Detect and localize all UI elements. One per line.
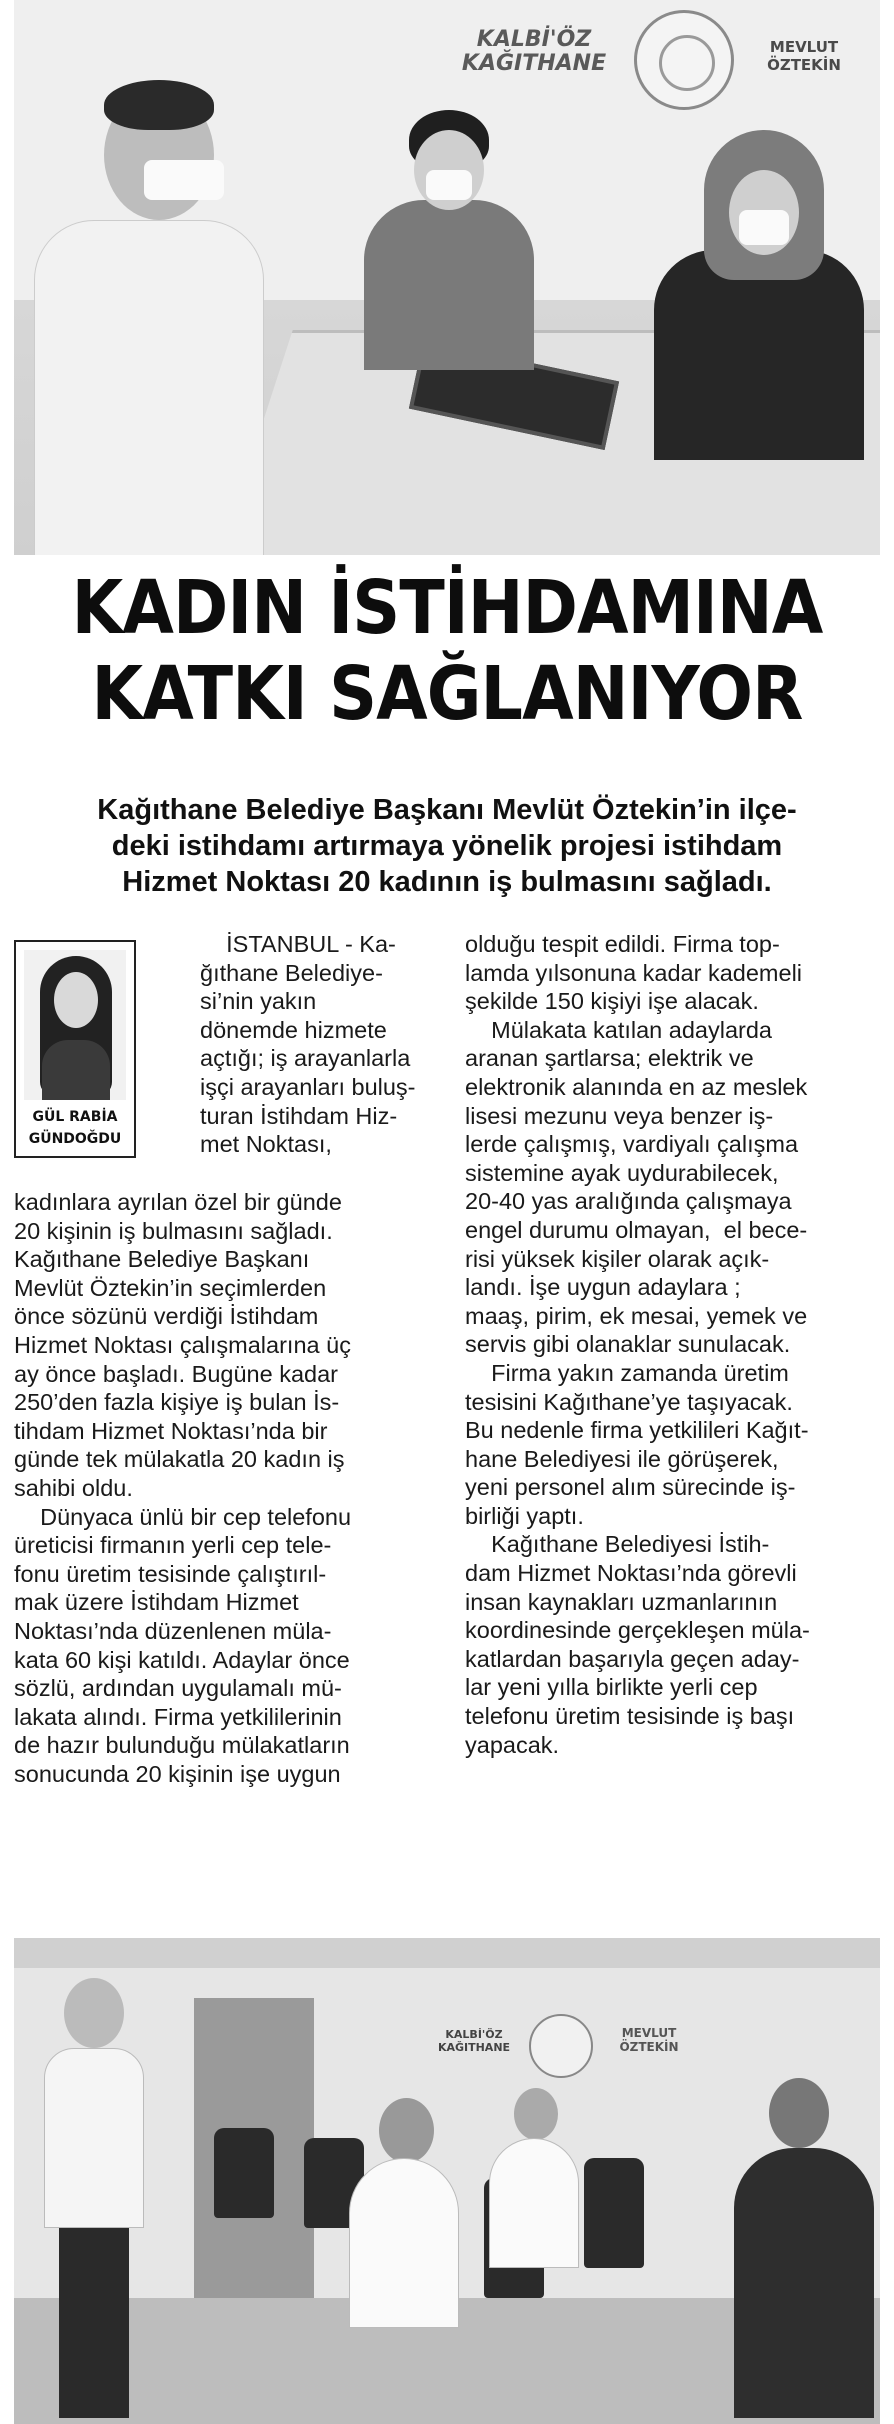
subheadline-line-3: Hizmet Noktası 20 kadının iş bulmasını sağladı. — [122, 866, 772, 898]
photo-person-woman-right — [644, 130, 874, 460]
kalbi-oz-kagithane-logo: KALBİ'ÖZ KAĞITHANE — [461, 27, 607, 76]
kalbi-oz-kagithane-logo: KALBİ'ÖZ KAĞITHANE — [437, 2028, 511, 2054]
photo-person-standing-man — [34, 1978, 154, 2418]
mevlut-oztekin-logo: MEVLUT ÖZTEKİN — [767, 38, 841, 74]
bottom-logo-group — [434, 2008, 694, 2088]
author-box — [14, 940, 136, 1158]
top-photo — [14, 0, 880, 555]
photo-person-seated — [484, 2088, 584, 2268]
photo-ceiling — [14, 1938, 880, 1968]
article-column-2: olduğu tespit edildi. Firma top- lamda yılsonuna kadar kademeli şekilde 150 kişiyi işe alacak. Mülakata katılan adaylarda aranan şartlarsa; elektrik ve elektronik alanında en az meslek lisesi mezunu veya benzer iş- lerde çalışmış, vardiyalı çalışma sistemine ayak uydurabilecek, 20-40 yas aralığında çalışmaya engel durumu olmayan, el bece- risi yüksek kişiler olarak açık- landı. İşe uygun adaylara ; maaş, pirim, ek mesai, yemek ve servis gibi olanaklar sunulacak. Firma yakın zamanda üretim tesisini Kağıthane’ye taşıyacak. Bu nedenle firma yetkilileri Kağıt- hane Belediyesi ile görüşerek, yeni personel alım sürecinde iş- birliği yaptı. Kağıthane Belediyesi İstih- dam Hizmet Noktası’nda görevli insan kaynakları uzmanlarının koordinesinde gerçekleşen müla- katlardan başarıyla geçen aday- lar yeni yılla birlikte yerli cep telefonu üretim tesisinde iş başı yapacak. — [465, 931, 810, 1758]
subheadline-line-2: deki istihdamı artırmaya yönelik projesi istihdam — [111, 830, 783, 862]
photo-person-woman-center — [354, 110, 554, 370]
municipality-seal-icon — [634, 10, 734, 110]
subheadline-line-1: Kağıthane Belediye Başkanı Mevlüt Öztekin’in ilçe- — [97, 794, 797, 826]
headline — [57, 565, 836, 737]
photo-person-seated — [714, 2078, 880, 2418]
photo-person-seated — [344, 2098, 464, 2328]
mevlut-oztekin-logo: MEVLUT ÖZTEKİN — [619, 2026, 679, 2054]
author-name-line-2: GÜNDOĞDU — [28, 1131, 122, 1147]
municipality-seal-icon — [529, 2014, 593, 2078]
author-portrait — [24, 950, 126, 1100]
subheadline — [14, 792, 880, 900]
author-name — [18, 1106, 132, 1150]
article-column-1-bottom: kadınlara ayrılan özel bir günde 20 kişinin iş bulmasını sağladı. Kağıthane Belediye Başkanı Mevlüt Öztekin’in seçimlerden önce sözünü verdiği İstihdam Hizmet Noktası çalışmalarına üç ay önce başladı. Bugüne kadar 250’den fazla kişiye iş bulan İs- tihdam Hizmet Noktası’nda bir günde tek mülakatla 20 kadın iş sahibi oldu. Dünyaca ünlü bir cep telefonu üreticisi firmanın yerli cep tele- fonu üretim tesisinde çalıştırıl- mak üzere İstihdam Hizmet Noktası’nda düzenlenen müla- kata 60 kişi katıldı. Adaylar önce sözlü, ardından uygulamalı mü- lakata alındı. Firma yetkililerinin de hazır bulunduğu mülakatların sonucunda 20 kişinin işe uygun — [14, 1189, 352, 1787]
photo-person-man — [34, 70, 274, 555]
bottom-photo — [14, 1938, 880, 2424]
author-name-line-1: GÜL RABİA — [32, 1109, 118, 1125]
headline-line-2: KATKI SAĞLANIYOR — [91, 651, 803, 737]
article-column-1-top: İSTANBUL - Ka- ğıthane Belediye- si’nin yakın dönemde hizmete açtığı; iş arayanlarla işçi arayanları buluş- turan İstihdam Hiz- met Noktası, — [200, 931, 416, 1158]
headline-line-1: KADIN İSTİHDAMINA — [71, 565, 823, 651]
photo-chair — [584, 2158, 644, 2268]
top-logo-group — [454, 10, 880, 120]
photo-chair — [214, 2128, 274, 2218]
